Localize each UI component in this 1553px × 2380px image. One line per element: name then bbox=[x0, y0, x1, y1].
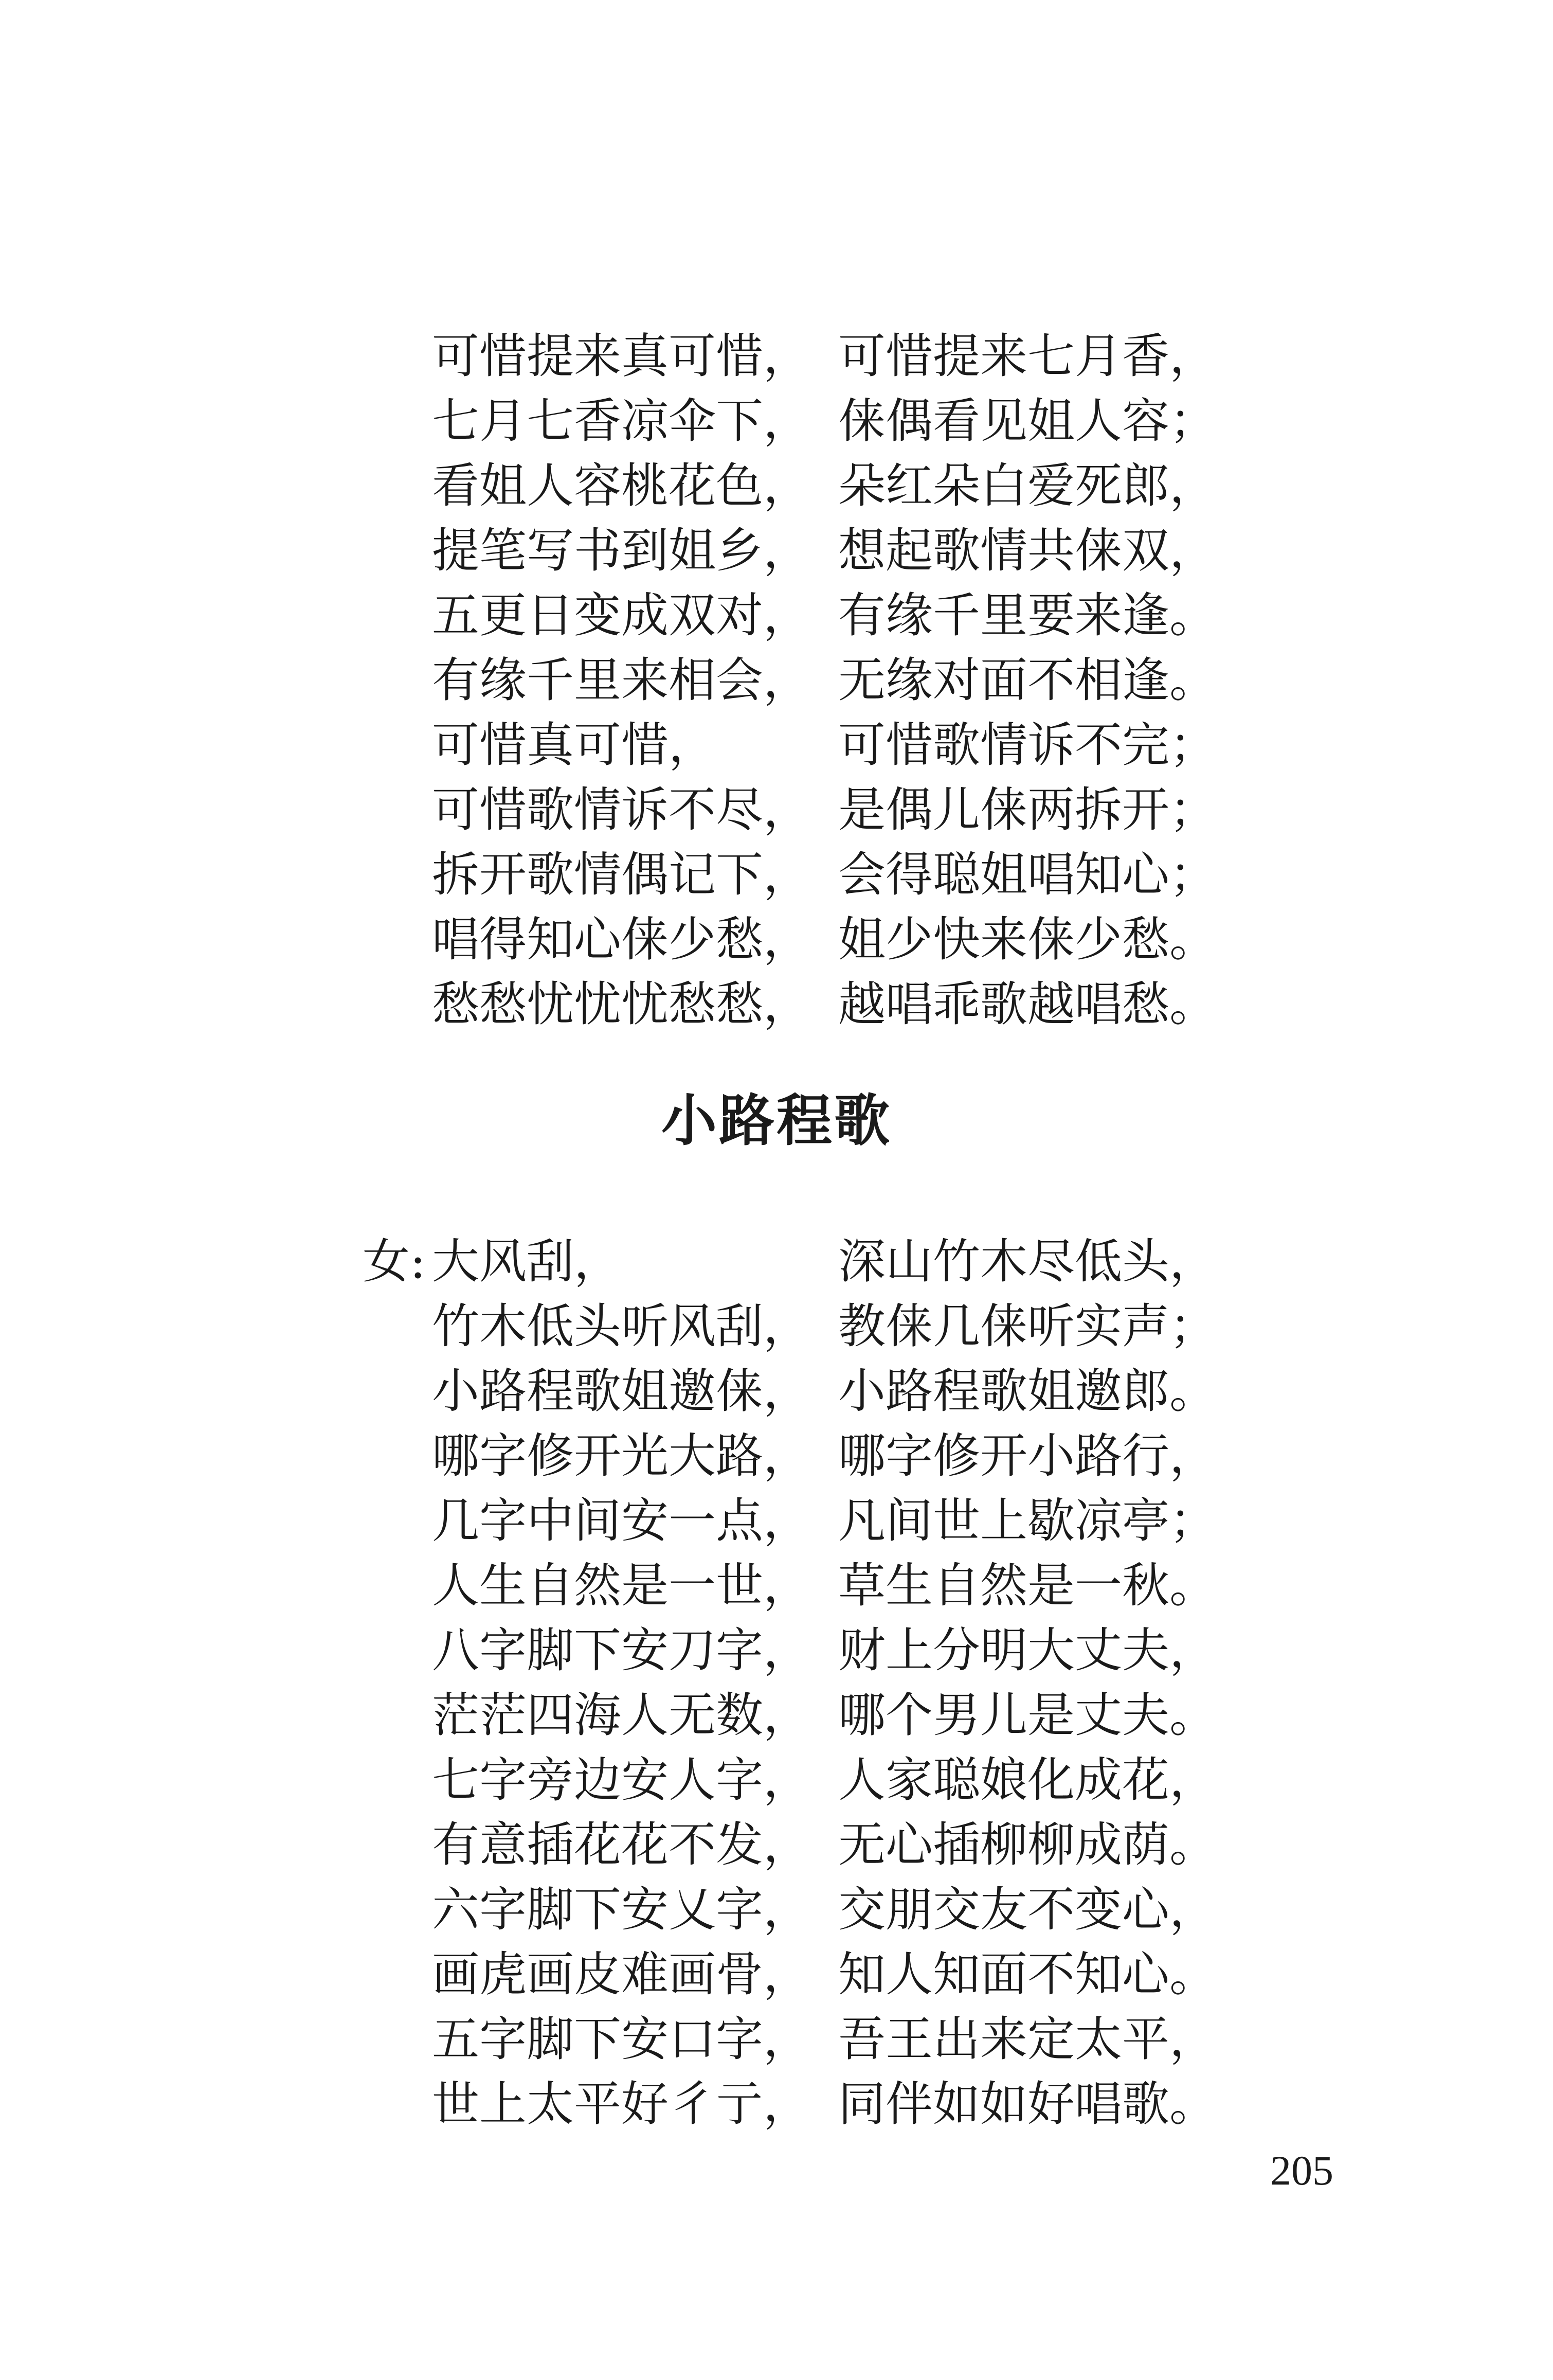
verse-line: 愁愁忧忧忧愁愁， bbox=[432, 977, 811, 1032]
verse-line: 唱得知心俫少愁， bbox=[432, 912, 811, 967]
verse-line: 草生自然是一秋。 bbox=[838, 1558, 1217, 1613]
verse-line: 财上分明大丈夫， bbox=[838, 1623, 1217, 1678]
page-number: 205 bbox=[1270, 2147, 1333, 2194]
verse-line: 七字旁边安人字， bbox=[432, 1752, 811, 1808]
verse-line: 越唱乖歌越唱愁。 bbox=[838, 977, 1217, 1032]
verse-line: 会得聪姐唱知心； bbox=[838, 847, 1217, 902]
verse-line: 拆开歌情偶记下， bbox=[432, 847, 811, 902]
speaker-label: 女: bbox=[363, 1234, 426, 1289]
verse-line: 想起歌情共俫双， bbox=[838, 523, 1217, 578]
verse-line: 哪个男儿是丈夫。 bbox=[838, 1688, 1217, 1743]
verse-line: 几字中间安一点， bbox=[432, 1493, 811, 1548]
verse-line: 人生自然是一世， bbox=[432, 1558, 811, 1613]
verse-line: 小路程歌姐邀俫， bbox=[432, 1364, 811, 1419]
verse-line: 可惜歌情诉不完； bbox=[838, 718, 1217, 773]
verse-line: 五字脚下安口字， bbox=[432, 2012, 811, 2067]
verse-line: 无缘对面不相逢。 bbox=[838, 653, 1217, 708]
verse-line: 吾王出来定太平， bbox=[838, 2012, 1217, 2067]
verse-line: 有意插花花不发， bbox=[432, 1817, 811, 1872]
verse-line: 五更日变成双对， bbox=[432, 588, 811, 643]
verse-line: 可惜歌情诉不尽， bbox=[432, 782, 811, 837]
verse-line: 可惜提来真可惜， bbox=[432, 329, 811, 384]
verse-line: 同伴如如好唱歌。 bbox=[838, 2077, 1217, 2132]
verse-line: 八字脚下安刀字， bbox=[432, 1623, 811, 1678]
verse-line: 朵红朵白爱死郎， bbox=[838, 458, 1217, 513]
verse-line: 七月七香凉伞下， bbox=[432, 393, 811, 449]
verse-line: 可惜提来七月香， bbox=[838, 329, 1217, 384]
verse-line: 大风刮， bbox=[432, 1234, 622, 1289]
verse-line: 有缘千里来相会， bbox=[432, 653, 811, 708]
verse-line: 是偶儿俫两拆开； bbox=[838, 782, 1217, 837]
verse-line: 看姐人容桃花色， bbox=[432, 458, 811, 513]
verse-line: 哪字修开光大路， bbox=[432, 1428, 811, 1483]
verse-line: 茫茫四海人无数， bbox=[432, 1688, 811, 1743]
verse-line: 教俫几俫听实声； bbox=[838, 1299, 1217, 1354]
verse-line: 可惜真可惜， bbox=[432, 718, 716, 773]
verse-line: 哪字修开小路行， bbox=[838, 1428, 1217, 1483]
verse-line: 无心插柳柳成荫。 bbox=[838, 1817, 1217, 1872]
verse-line: 交朋交友不变心， bbox=[838, 1882, 1217, 1937]
verse-line: 小路程歌姐邀郎。 bbox=[838, 1364, 1217, 1419]
verse-line: 画虎画皮难画骨， bbox=[432, 1947, 811, 2002]
verse-line: 俫偶看见姐人容； bbox=[838, 393, 1217, 449]
verse-line: 有缘千里要来逢。 bbox=[838, 588, 1217, 643]
verse-line: 人家聪娘化成花， bbox=[838, 1752, 1217, 1808]
verse-line: 深山竹木尽低头， bbox=[838, 1234, 1217, 1289]
song-title: 小路程歌 bbox=[661, 1089, 892, 1153]
verse-line: 竹木低头听风刮， bbox=[432, 1299, 811, 1354]
verse-line: 六字脚下安乂字， bbox=[432, 1882, 811, 1937]
verse-line: 世上太平好彳亍， bbox=[432, 2077, 811, 2132]
verse-line: 知人知面不知心。 bbox=[838, 1947, 1217, 2002]
verse-line: 提笔写书到姐乡， bbox=[432, 523, 811, 578]
verse-line: 姐少快来俫少愁。 bbox=[838, 912, 1217, 967]
verse-line: 凡间世上歇凉亭； bbox=[838, 1493, 1217, 1548]
